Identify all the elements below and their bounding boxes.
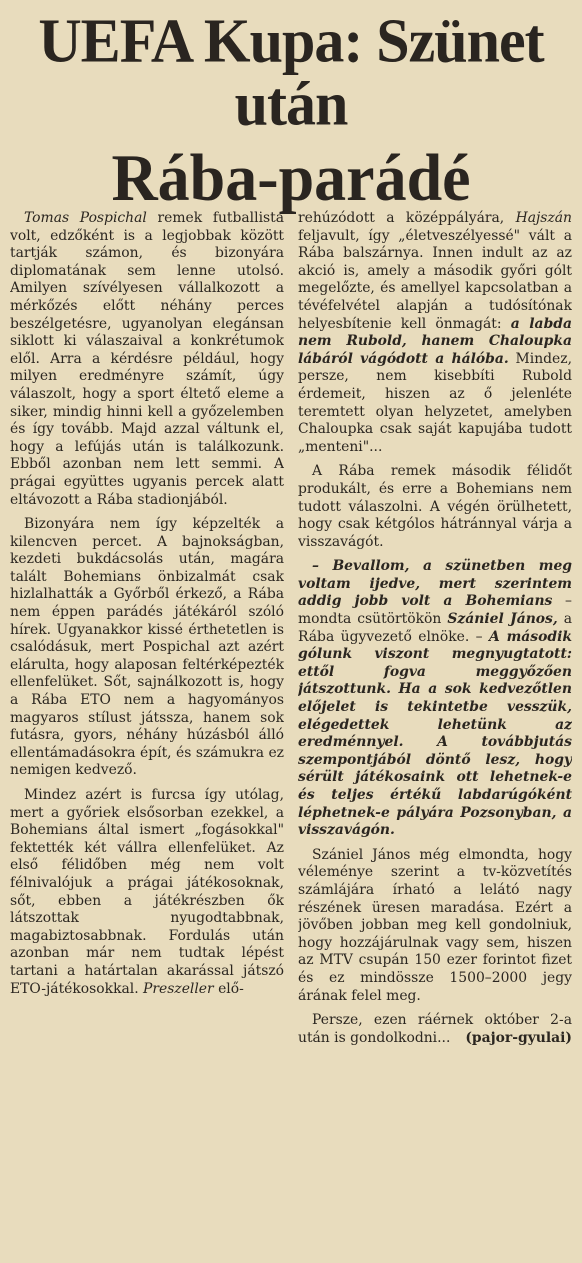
article-body bbox=[10, 210, 572, 1249]
left-column bbox=[10, 210, 284, 1249]
paragraph bbox=[298, 1012, 572, 1047]
author-name: Tomas Pospichal bbox=[24, 210, 147, 226]
byline-signature: (pajor-gyulai) bbox=[465, 1029, 572, 1046]
paragraph: Szániel János még elmondta, hogy véleménye szerint a tv-közvetítés számlájára írható a lelátó nagy részének üresen maradása. Ezért a jövőben jobban meg kell gondolniuk, hogy hozzájárulnak vagy sem, hiszen az MTV csupán 150 ezer forintot fizet és ez mindössze 1500–2000 jegy árának felel meg. bbox=[298, 846, 572, 1004]
paragraph-text: elő- bbox=[213, 980, 244, 997]
paragraph-text: Persze, ezen ráérnek október 2-a után is gondolkodni... bbox=[298, 1012, 572, 1046]
player-name: Hajszán bbox=[515, 210, 572, 226]
right-column bbox=[298, 210, 572, 1249]
paragraph-text: remek futballista volt, edzőként is a legjobbak között tartják számon, és bizonyára diplomatának sem lenne utolsó. Amilyen szívélyesen vállalkozott a mérkőzés előtt néhány perces beszélgetésre, ugyanolyan elegánsan siklott ki válaszaival a konkrétumok elől. Arra a kérdésre például, hogy milyen eredményre számít, úgy válaszolt, hogy a sport éltető eleme a siker, mindig hinni kell a győzelemben és így tovább. Majd azzal váltunk el, hogy a lefújás után is találkozunk. Ebből azonban nem lett semmi. A prágai együttes ugyanis percek alatt eltávozott a Rába stadionjából. bbox=[10, 210, 284, 508]
paragraph-text: feljavult, így „életveszélyessé" vált a Rába balszárnya. Innen indult az az akció is, amely a második győri gólt megelőzte, és amellyel kapcsolatban a tévéfelvétel alapján a tudósítónak helyesbítenie kell önmagát: bbox=[298, 227, 572, 332]
paragraph: Bizonyára nem így képzelték a kilencven percet. A bajnokságban, kezdeti bukdácsolás után, magára talált Bohemians önbizalmát csak hizlalhatták a Győrből érkező, a Rába nem éppen parádés játékáról szóló hírek. Ugyanakkor kissé érthetetlen is csalódásuk, mert Pospichal azt azért elárulta, hogy alaposan feltérképezték ellenfelüket. Sőt, sajnálkozott is, hogy a Rába ETO nem a hagyományos magyaros stílust játssza, hanem sok futásra, gyors, néhány húzásból álló ellentámadásokra épít, és számukra ez nemigen kedvező. bbox=[10, 516, 284, 779]
correction-quote: a labda nem Rubold, hanem Chaloupka lábáról vágódott a hálóba. bbox=[298, 315, 572, 367]
paragraph-text: rehúzódott a középpályára, bbox=[298, 210, 516, 226]
paragraph bbox=[10, 210, 284, 509]
paragraph-text: – mondta csütörtökön bbox=[298, 593, 572, 628]
headline-line-1: UEFA Kupa: Szünet után bbox=[38, 5, 544, 139]
paragraph bbox=[298, 210, 572, 456]
headline-line-2: Rába-parádé bbox=[111, 140, 471, 215]
paragraph: A Rába remek második félidőt produkált, és erre a Bohemians nem tudott válaszolni. A végén örülhetett, hogy csak kétgólos hátránnyal várja a visszavágót. bbox=[298, 463, 572, 550]
paragraph-text: Mindez azért is furcsa így utólag, mert a győriek elsősorban ezekkel, a Bohemians által ismert „fogásokkal" fektették két vállra ellenfelüket. Az első félidőben még nem volt félnivalójuk a prágai játékosoknak, sőt, ebben a játékrészben ők látszottak nyugodtabbnak, magabiztosabbnak. Fordulás után azonban már nem tudtak lépést tartani a határtalan akarással játszó ETO-játékosokkal. bbox=[10, 787, 284, 997]
paragraph-text: a Rába ügyvezető elnöke. – bbox=[298, 611, 572, 645]
player-name: Preszeller bbox=[143, 980, 214, 997]
paragraph bbox=[298, 558, 572, 840]
paragraph-text: Mindez, persze, nem kisebbíti Rubold érdemeit, hiszen az ő jelenléte teremtett olyan helyzetet, amelyben Chaloupka csak saját kapujába tudott „menteni"... bbox=[298, 350, 572, 455]
interview-quote: – Bevallom, a szünetben meg voltam ijedve, mert szerintem addig jobb volt a Bohemians bbox=[298, 558, 572, 610]
paragraph bbox=[10, 787, 284, 998]
speaker-name: Szániel János, bbox=[447, 611, 558, 628]
interview-quote: A második gólunk viszont megnyugtatott: ettől fogva meggyőzően játszottunk. Ha a sok kedvezőtlen előjelet is tekintetbe vesszük, elégedettek lehetünk az eredménnyel. A továbbjutás szempontjából döntő lesz, hogy sérült játékosaink ott lehetnek-e és teljes értékű labdarúgóként léphetnek-e pályára Pozsonyban, a visszavágón. bbox=[298, 628, 572, 839]
